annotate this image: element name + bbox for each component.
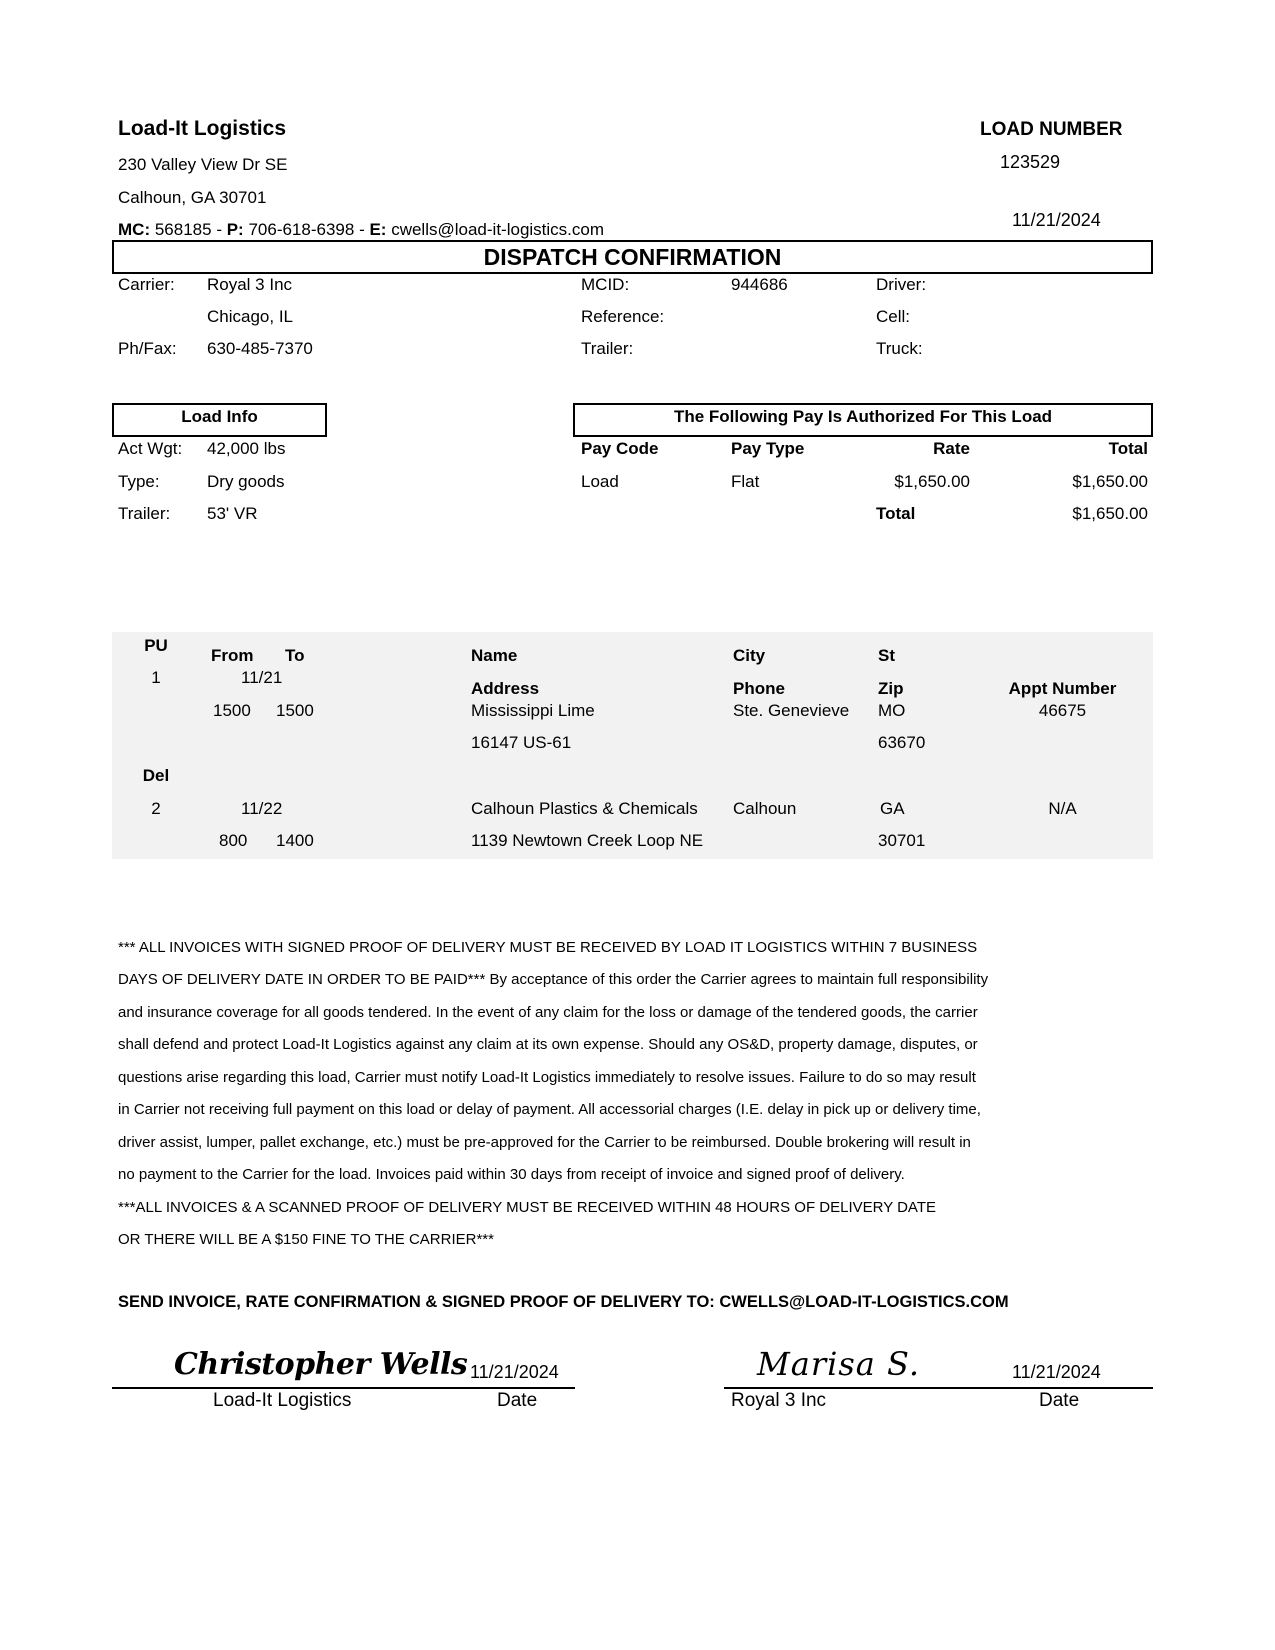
terms-line: questions arise regarding this load, Carrier must notify Load-It Logistics immediately to resolve issues. Failure to do so may result [118,1069,976,1086]
load-number: 123529 [1000,152,1061,172]
address-header: Address [471,679,540,698]
mcid-label: MCID: [581,275,630,294]
delivery-zip: 30701 [878,831,926,850]
mc-number: 568185 [154,220,212,239]
pickup-address: 16147 US-61 [471,733,572,752]
delivery-appt: N/A [1048,799,1077,818]
right-signature-label: Royal 3 Inc [731,1390,827,1411]
pickup-number: 1 [151,668,161,687]
pickup-zip: 63670 [878,733,926,752]
phone-header: Phone [733,679,785,698]
terms-line: DAYS OF DELIVERY DATE IN ORDER TO BE PAID*** By acceptance of this order the Carrier agrees to maintain full responsibility [118,971,989,988]
pay-header: The Following Pay Is Authorized For This Load [673,407,1053,426]
from-header: From [211,646,254,665]
pay-rate: $1,650.00 [894,472,970,491]
cell-label: Cell: [876,307,911,326]
rate-header: Rate [933,439,970,458]
truck-label: Truck: [876,339,923,358]
type-label: Type: [118,472,160,491]
left-signature: Christopher Wells [174,1347,468,1382]
type-value: Dry goods [207,472,285,491]
driver-label: Driver: [876,275,927,294]
terms-line: driver assist, lumper, pallet exchange, etc.) must be pre-approved for the Carrier to be reimbursed. Double brokering will result in [118,1134,971,1151]
company-contact-line [118,220,604,240]
city-header: City [733,646,766,665]
weight-value: 42,000 lbs [207,439,286,458]
left-signature-label: Load-It Logistics [213,1390,352,1411]
mcid-value: 944686 [731,275,788,294]
total-header: Total [1108,439,1148,458]
right-signature: Marisa S. [757,1345,920,1383]
trailer-label: Trailer: [581,339,634,358]
terms-line: shall defend and protect Load-It Logistics against any claim at its own expense. Should any OS&D, property damage, disputes, or [118,1036,978,1053]
carrier-location: Chicago, IL [207,307,293,326]
load-date: 11/21/2024 [1012,210,1101,230]
del-label: Del [142,766,170,785]
pay-type: Flat [731,472,760,491]
pickup-appt: 46675 [1038,701,1087,720]
pickup-date: 11/21 [241,668,283,687]
terms-line: in Carrier not receiving full payment on this load or delay of payment. All accessorial charges (I.E. delay in pick up or delivery time, [118,1101,981,1118]
pay-total: $1,650.00 [1072,504,1148,523]
right-signature-date: 11/21/2024 [1012,1362,1101,1382]
st-header: St [878,646,895,665]
delivery-from-time: 800 [219,831,248,850]
appt-header: Appt Number [1008,679,1117,698]
terms-line: OR THERE WILL BE A $150 FINE TO THE CARRIER*** [118,1231,494,1248]
left-signature-line [112,1387,575,1389]
delivery-number: 2 [151,799,161,818]
left-signature-date: 11/21/2024 [470,1362,559,1382]
send-invoice-notice: SEND INVOICE, RATE CONFIRMATION & SIGNED PROOF OF DELIVERY TO: CWELLS@LOAD-IT-LOGISTICS.COM [118,1293,1009,1311]
pickup-state: MO [878,701,906,720]
right-signature-line [724,1387,1153,1389]
pickup-city: Ste. Genevieve [733,701,850,720]
reference-label: Reference: [581,307,665,326]
pay-code-header: Pay Code [581,439,659,458]
mc-label: MC: [118,220,151,239]
left-date-label: Date [497,1390,538,1411]
company-address-2: Calhoun, GA 30701 [118,188,267,207]
pay-code: Load [581,472,619,491]
terms-line: ***ALL INVOICES & A SCANNED PROOF OF DELIVERY MUST BE RECEIVED WITHIN 48 HOURS OF DELIVERY DATE [118,1199,936,1216]
pu-label: PU [144,636,168,655]
load-number-label: LOAD NUMBER [980,119,1123,140]
load-trailer-label: Trailer: [118,504,171,523]
to-header: To [285,646,305,665]
pay-type-header: Pay Type [731,439,805,458]
carrier-label: Carrier: [118,275,175,294]
company-phone: 706-618-6398 [248,220,355,239]
pickup-to-time: 1500 [276,701,314,720]
delivery-name: Calhoun Plastics & Chemicals [471,799,698,818]
separator: - [359,220,365,239]
separator: - [216,220,222,239]
delivery-to-time: 1400 [276,831,314,850]
phfax-label: Ph/Fax: [118,339,177,358]
page-title: DISPATCH CONFIRMATION [483,244,782,270]
weight-label: Act Wgt: [118,439,183,458]
load-trailer-value: 53' VR [207,504,258,523]
terms-line: no payment to the Carrier for the load. Invoices paid within 30 days from receipt of invoice and signed proof of delivery. [118,1166,905,1183]
carrier-phfax: 630-485-7370 [207,339,313,358]
pay-line-total: $1,650.00 [1072,472,1148,491]
email-label: E: [369,220,387,239]
name-header: Name [471,646,518,665]
terms-line: and insurance coverage for all goods tendered. In the event of any claim for the loss or damage of the tendered goods, the carrier [118,1004,978,1021]
phone-label: P: [226,220,244,239]
load-info-header: Load Info [181,407,258,426]
delivery-city: Calhoun [733,799,797,818]
delivery-state: GA [880,799,905,818]
carrier-name: Royal 3 Inc [207,275,293,294]
stops-table [112,632,1153,859]
terms-line: *** ALL INVOICES WITH SIGNED PROOF OF DELIVERY MUST BE RECEIVED BY LOAD IT LOGISTICS WITHIN 7 BUSINESS [118,939,978,956]
delivery-date: 11/22 [241,799,283,818]
delivery-address: 1139 Newtown Creek Loop NE [471,831,704,850]
zip-header: Zip [878,679,904,698]
company-address-1: 230 Valley View Dr SE [118,155,288,174]
company-name: Load-It Logistics [118,117,286,140]
right-date-label: Date [1039,1390,1080,1411]
pickup-from-time: 1500 [213,701,251,720]
pay-total-label: Total [876,504,916,523]
pickup-name: Mississippi Lime [471,701,595,720]
company-email: cwells@load-it-logistics.com [391,220,605,239]
